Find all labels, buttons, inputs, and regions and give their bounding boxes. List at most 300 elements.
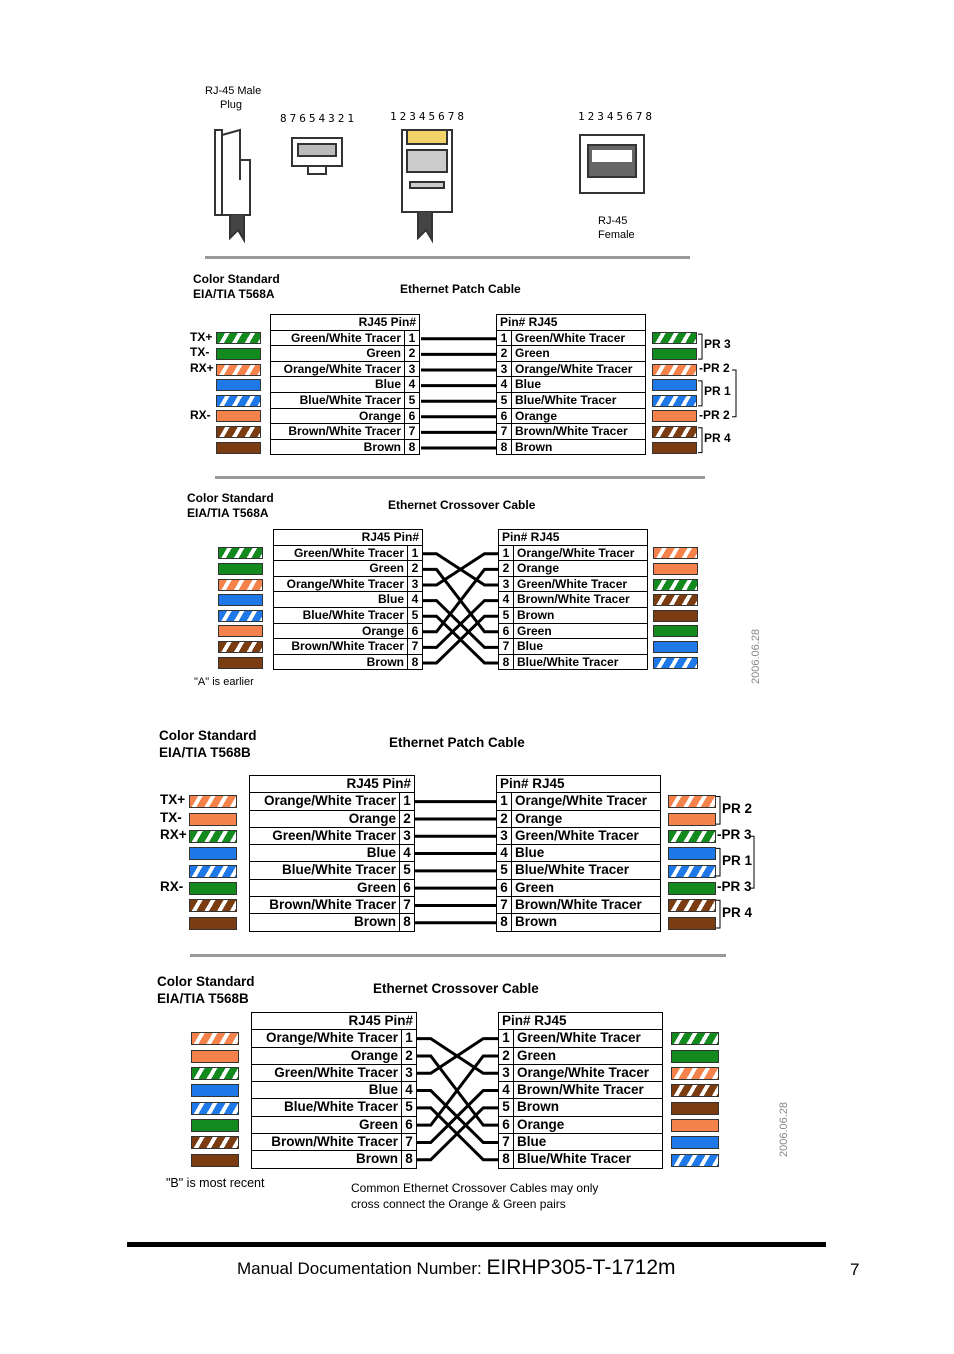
- table-row: [274, 639, 423, 655]
- wire-name: Green/White Tracer: [274, 545, 408, 561]
- signal-label: TX+: [190, 329, 213, 344]
- pin-number: 8: [497, 439, 512, 455]
- wire-name: Green/White Tracer: [250, 827, 400, 844]
- cable-title: Ethernet Crossover Cable: [373, 981, 539, 996]
- footer-rule: [127, 1242, 826, 1247]
- table-row: [497, 392, 646, 408]
- left-wire-swatch-brown: [191, 1154, 239, 1167]
- table-row: [499, 561, 648, 577]
- table-row: [274, 545, 423, 561]
- divider-connectors: [205, 256, 690, 259]
- table-row: [274, 576, 423, 592]
- table-row: [271, 346, 420, 362]
- left-wire-swatch-blue: [218, 594, 263, 606]
- wire-name: Brown: [252, 1151, 402, 1168]
- table-row: [499, 654, 648, 670]
- wire-name: Orange/White Tracer: [514, 545, 648, 561]
- pin-number: 1: [405, 330, 420, 346]
- left-wire-swatch-blue: [189, 847, 237, 860]
- table-row: [250, 793, 415, 810]
- table-row: [271, 361, 420, 377]
- pin-number: 4: [402, 1082, 417, 1099]
- color-standard-line2: EIA/TIA T568A: [193, 287, 275, 301]
- pin-number: 7: [400, 897, 415, 914]
- left-wire-swatch-brown: [218, 657, 263, 669]
- wire-name: Brown/White Tracer: [514, 1082, 663, 1099]
- pin-number: 5: [499, 1099, 514, 1116]
- pin-number: 2: [497, 346, 512, 362]
- pin-number: 3: [400, 827, 415, 844]
- pin-number: 7: [499, 1134, 514, 1151]
- right-wire-swatch-blue-stripe: [671, 1154, 719, 1167]
- left-wire-swatch-brown-stripe: [216, 426, 261, 438]
- wire-name: Brown: [514, 1099, 663, 1116]
- pin-number: 6: [405, 408, 420, 424]
- left-wire-swatch-brown-stripe: [218, 641, 263, 653]
- pin-number: 3: [499, 1064, 514, 1081]
- wire-name: Brown/White Tracer: [512, 424, 646, 440]
- pair-label: -PR 3: [717, 826, 752, 842]
- left-wire-swatch-blue-stripe: [216, 395, 261, 407]
- table-row: [252, 1116, 417, 1133]
- pin-number: 8: [499, 654, 514, 670]
- table-row: [497, 408, 646, 424]
- right-wire-swatch-blue-stripe: [652, 395, 697, 407]
- pair-label: [722, 801, 752, 816]
- right-wire-swatch-blue: [668, 847, 716, 860]
- pin-number: 7: [497, 424, 512, 440]
- color-standard-label: [159, 727, 257, 761]
- bracket-pair: [716, 849, 720, 877]
- table-row: [497, 439, 646, 455]
- wire-name: Brown: [512, 439, 646, 455]
- left-pin-table: [251, 1012, 417, 1169]
- right-wire-swatch-orange: [668, 813, 716, 826]
- left-table-header: RJ45 Pin#: [250, 776, 415, 793]
- pin-number: 2: [497, 810, 512, 827]
- pair-label-text: PR 3: [704, 337, 731, 352]
- table-row: [499, 607, 648, 623]
- pin-number: 1: [497, 793, 512, 810]
- table-row: [274, 607, 423, 623]
- right-wire-swatch-green: [668, 882, 716, 895]
- wire-name: Blue: [514, 1134, 663, 1151]
- wire-name: Brown: [271, 439, 405, 455]
- pin-number: 2: [499, 1047, 514, 1064]
- wire-name: Orange/White Tracer: [252, 1030, 402, 1047]
- right-wire-swatch-brown-stripe: [652, 426, 697, 438]
- table-row: [274, 561, 423, 577]
- pin-number: 6: [408, 623, 423, 639]
- pin-number: 5: [402, 1099, 417, 1116]
- pair-label-text: PR 2: [703, 407, 730, 422]
- pin-number: 2: [408, 561, 423, 577]
- pin-number: 8: [408, 654, 423, 670]
- table-row: [499, 1047, 663, 1064]
- wire-name: Green/White Tracer: [512, 330, 646, 346]
- pin-number: 8: [499, 1151, 514, 1168]
- cable-title: Ethernet Patch Cable: [400, 282, 521, 296]
- pair-label-text: PR 4: [704, 431, 731, 445]
- wire-name: Brown/White Tracer: [250, 897, 400, 914]
- signal-label: TX-: [160, 809, 182, 825]
- table-row: [250, 827, 415, 844]
- table-row: [497, 361, 646, 377]
- pin-number: 1: [497, 330, 512, 346]
- wire-name: Brown: [250, 914, 400, 931]
- male-plug-label: [205, 84, 261, 112]
- table-row: [499, 545, 648, 561]
- left-table-header: RJ45 Pin#: [252, 1013, 417, 1030]
- table-row: [271, 330, 420, 346]
- wire-name: Blue: [250, 845, 400, 862]
- pin-number: 3: [408, 576, 423, 592]
- pin-number: 2: [405, 346, 420, 362]
- left-wire-swatch-orange: [216, 410, 261, 422]
- wire-name: Orange: [514, 561, 648, 577]
- right-wire-swatch-brown: [671, 1102, 719, 1115]
- pin-number: 3: [402, 1064, 417, 1081]
- pair-label: -PR 3: [717, 878, 752, 894]
- wire-name: Orange/White Tracer: [514, 1064, 663, 1081]
- right-wire-swatch-orange-stripe: [668, 795, 716, 808]
- wire-name: Brown/White Tracer: [514, 592, 648, 608]
- left-wire-swatch-green: [189, 882, 237, 895]
- pin-number: 3: [499, 576, 514, 592]
- right-wire-swatch-brown: [652, 442, 697, 454]
- diagram-date: 2006.06.28: [750, 628, 762, 684]
- table-row: [252, 1099, 417, 1116]
- pin-number: 6: [499, 1116, 514, 1133]
- pin-number: 5: [408, 607, 423, 623]
- pair-label: [704, 431, 731, 445]
- wire-name: Blue/White Tracer: [514, 654, 648, 670]
- wire-name: Green: [512, 346, 646, 362]
- signal-label: TX+: [160, 792, 186, 808]
- pair-label-text: PR 1: [704, 384, 731, 399]
- pair-label-text: PR 3: [721, 878, 752, 894]
- table-row: [499, 623, 648, 639]
- wire-name: Orange/White Tracer: [512, 361, 646, 377]
- wire-name: Green/White Tracer: [271, 330, 405, 346]
- left-pin-table: [249, 775, 415, 932]
- right-table-header: Pin# RJ45: [499, 530, 648, 546]
- signal-label: RX+: [190, 360, 214, 375]
- right-wire-swatch-blue: [671, 1136, 719, 1149]
- left-wire-swatch-blue-stripe: [191, 1102, 239, 1115]
- pin-number: 4: [405, 377, 420, 393]
- wire-name: Blue: [274, 592, 408, 608]
- table-row: [497, 879, 661, 896]
- pin-number: 3: [497, 361, 512, 377]
- wire-name: Blue/White Tracer: [512, 392, 646, 408]
- pin-number: 7: [497, 897, 512, 914]
- pin-number: 6: [400, 879, 415, 896]
- pin-numbers-female: 12345678: [578, 110, 655, 123]
- color-standard-line1: Color Standard: [157, 974, 255, 989]
- female-jack-label-line1: RJ-45: [598, 215, 628, 227]
- wire-name: Orange: [252, 1047, 402, 1064]
- table-row: [499, 1151, 663, 1168]
- right-table-header: Pin# RJ45: [497, 776, 661, 793]
- left-wire-swatch-blue: [191, 1084, 239, 1097]
- wire-name: Green/White Tracer: [514, 1030, 663, 1047]
- wire-name: Brown: [514, 607, 648, 623]
- table-row: [271, 439, 420, 455]
- table-row: [497, 346, 646, 362]
- male-plug-label-line1: RJ-45 Male: [205, 85, 262, 97]
- right-wire-swatch-blue: [653, 641, 698, 653]
- wire-name: Orange: [514, 1116, 663, 1133]
- pin-number: 5: [499, 607, 514, 623]
- pin-number: 1: [400, 793, 415, 810]
- left-wire-swatch-green-stripe: [191, 1067, 239, 1080]
- left-wire-swatch-blue-stripe: [189, 865, 237, 878]
- pair-label-text: PR 2: [722, 800, 753, 816]
- right-wire-swatch-green-stripe: [668, 830, 716, 843]
- pin-number: 6: [497, 408, 512, 424]
- wire-connections: [423, 546, 498, 671]
- pin-number: 8: [400, 914, 415, 931]
- table-row: [250, 914, 415, 931]
- right-wire-swatch-green: [653, 625, 698, 637]
- divider-t568a: [215, 476, 705, 479]
- left-wire-swatch-orange: [191, 1050, 239, 1063]
- color-standard-line1: Color Standard: [187, 491, 274, 505]
- wire-name: Green: [514, 1047, 663, 1064]
- pin-number: 6: [402, 1116, 417, 1133]
- right-wire-swatch-green-stripe: [671, 1032, 719, 1045]
- right-wire-swatch-orange: [652, 410, 697, 422]
- pair-label-text: PR 1: [722, 852, 753, 868]
- left-wire-swatch-orange: [189, 813, 237, 826]
- left-wire-swatch-orange: [218, 625, 263, 637]
- left-pin-table: [273, 529, 423, 670]
- signal-label: TX-: [190, 345, 210, 360]
- pair-label: -PR 2: [699, 407, 730, 422]
- footnote-line1: Common Ethernet Crossover Cables may only: [351, 1181, 599, 1195]
- left-wire-swatch-orange-stripe: [189, 795, 237, 808]
- pin-numbers-reversed: 87654321: [280, 112, 357, 125]
- pin-number: 1: [402, 1030, 417, 1047]
- table-row: [252, 1030, 417, 1047]
- wire-name: Blue/White Tracer: [250, 862, 400, 879]
- right-wire-swatch-green-stripe: [653, 579, 698, 591]
- pin-number: 4: [499, 592, 514, 608]
- pin-number: 7: [402, 1134, 417, 1151]
- left-wire-swatch-brown-stripe: [191, 1136, 239, 1149]
- right-wire-swatch-brown: [653, 610, 698, 622]
- wire-name: Green: [271, 346, 405, 362]
- table-row: [252, 1047, 417, 1064]
- right-wire-swatch-blue-stripe: [653, 657, 698, 669]
- signal-label: RX-: [190, 407, 211, 422]
- wire-name: Blue: [514, 639, 648, 655]
- right-table-header: Pin# RJ45: [497, 315, 646, 331]
- pin-number: 3: [405, 361, 420, 377]
- bracket-pair: [716, 797, 720, 825]
- right-pin-table: [498, 1012, 663, 1169]
- right-pin-table: [498, 529, 648, 670]
- footer-doc-number: [237, 1256, 676, 1280]
- right-wire-swatch-blue: [652, 379, 697, 391]
- bracket-pair: [698, 334, 702, 359]
- cable-title: Ethernet Crossover Cable: [388, 498, 536, 512]
- wire-name: Orange/White Tracer: [250, 793, 400, 810]
- pair-label-text: PR 4: [722, 904, 753, 920]
- table-row: [271, 408, 420, 424]
- right-wire-swatch-orange-stripe: [653, 547, 698, 559]
- right-wire-swatch-green: [652, 348, 697, 360]
- left-wire-swatch-orange-stripe: [216, 364, 261, 376]
- wire-name: Blue: [512, 845, 661, 862]
- bracket-pair: [716, 901, 720, 929]
- right-wire-swatch-green: [671, 1050, 719, 1063]
- standard-note: "B" is most recent: [166, 1176, 265, 1190]
- right-wire-swatch-brown-stripe: [653, 594, 698, 606]
- signal-label: RX-: [160, 878, 184, 894]
- male-plug-label-line2: Plug: [220, 99, 243, 111]
- pair-label: [704, 337, 731, 351]
- table-row: [252, 1064, 417, 1081]
- color-standard-label: [187, 491, 274, 521]
- table-row: [497, 793, 661, 810]
- wire-name: Blue/White Tracer: [274, 607, 408, 623]
- left-wire-swatch-green-stripe: [216, 332, 261, 344]
- wire-name: Brown/White Tracer: [512, 897, 661, 914]
- table-row: [252, 1151, 417, 1168]
- wire-name: Green/White Tracer: [514, 576, 648, 592]
- signal-label: RX+: [160, 826, 187, 842]
- right-wire-swatch-orange: [653, 563, 698, 575]
- color-standard-label: [157, 973, 255, 1007]
- divider-t568b: [190, 954, 726, 957]
- pin-number: 8: [405, 439, 420, 455]
- pin-number: 2: [402, 1047, 417, 1064]
- standard-note: "A" is earlier: [194, 676, 254, 688]
- female-jack-label: [598, 214, 635, 242]
- pin-number: 1: [408, 545, 423, 561]
- wire-name: Brown: [274, 654, 408, 670]
- left-pin-table: [270, 314, 420, 455]
- table-row: [497, 330, 646, 346]
- pair-label-text: PR 3: [721, 826, 752, 842]
- color-standard-line1: Color Standard: [193, 272, 280, 286]
- left-wire-swatch-green-stripe: [189, 830, 237, 843]
- wire-name: Blue/White Tracer: [271, 392, 405, 408]
- right-wire-swatch-orange: [671, 1119, 719, 1132]
- pin-number: 6: [497, 879, 512, 896]
- wire-name: Brown/White Tracer: [274, 639, 408, 655]
- male-plug-front-icon: [292, 138, 342, 174]
- table-row: [499, 1030, 663, 1047]
- table-row: [497, 862, 661, 879]
- pin-number: 5: [497, 392, 512, 408]
- left-wire-swatch-green: [191, 1119, 239, 1132]
- wire-name: Orange: [250, 810, 400, 827]
- table-row: [497, 827, 661, 844]
- pin-number: 4: [497, 845, 512, 862]
- wire-name: Blue: [512, 377, 646, 393]
- bracket-split-pair: [732, 370, 736, 417]
- table-row: [274, 592, 423, 608]
- table-row: [497, 810, 661, 827]
- right-wire-swatch-orange-stripe: [652, 364, 697, 376]
- wire-name: Brown/White Tracer: [252, 1134, 402, 1151]
- wire-name: Green: [250, 879, 400, 896]
- table-row: [499, 639, 648, 655]
- wire-connections: [421, 331, 496, 456]
- wire-name: Orange: [512, 408, 646, 424]
- color-standard-line2: EIA/TIA T568B: [157, 991, 249, 1006]
- left-wire-swatch-brown: [216, 442, 261, 454]
- color-standard-line2: EIA/TIA T568B: [159, 745, 251, 760]
- color-standard-line1: Color Standard: [159, 728, 257, 743]
- wire-name: Orange: [271, 408, 405, 424]
- crossover-footnote: [351, 1180, 598, 1212]
- footer-doc-id: EIRHP305-T-1712m: [486, 1256, 676, 1279]
- left-table-header: RJ45 Pin#: [271, 315, 420, 331]
- table-row: [252, 1082, 417, 1099]
- wire-name: Blue: [252, 1082, 402, 1099]
- pin-number: 7: [405, 424, 420, 440]
- wire-name: Orange: [512, 810, 661, 827]
- left-wire-swatch-green: [216, 348, 261, 360]
- table-row: [250, 845, 415, 862]
- pin-numbers-forward: 12345678: [390, 110, 467, 123]
- color-standard-line2: EIA/TIA T568A: [187, 506, 269, 520]
- left-wire-swatch-green-stripe: [218, 547, 263, 559]
- table-row: [271, 424, 420, 440]
- wire-name: Blue: [271, 377, 405, 393]
- pin-number: 7: [499, 639, 514, 655]
- table-row: [271, 392, 420, 408]
- wire-connections: [416, 1030, 498, 1168]
- table-row: [274, 623, 423, 639]
- pair-label: [722, 905, 752, 920]
- wire-name: Green: [274, 561, 408, 577]
- table-row: [250, 810, 415, 827]
- pin-number: 6: [499, 623, 514, 639]
- table-row: [499, 1099, 663, 1116]
- left-wire-swatch-brown-stripe: [189, 899, 237, 912]
- left-wire-swatch-orange-stripe: [218, 579, 263, 591]
- footnote-line2: cross connect the Orange & Green pairs: [351, 1197, 566, 1211]
- table-row: [499, 1116, 663, 1133]
- wire-name: Green: [514, 623, 648, 639]
- pin-number: 5: [497, 862, 512, 879]
- table-row: [499, 1064, 663, 1081]
- table-row: [499, 576, 648, 592]
- female-jack-label-line2: Female: [598, 229, 635, 241]
- pin-number: 5: [400, 862, 415, 879]
- wire-name: Orange/White Tracer: [274, 576, 408, 592]
- pin-number: 8: [497, 914, 512, 931]
- table-row: [497, 377, 646, 393]
- pin-number: 5: [405, 392, 420, 408]
- wire-name: Orange: [274, 623, 408, 639]
- pair-label: [704, 384, 731, 398]
- male-plug-top-icon: [402, 130, 452, 240]
- left-table-header: RJ45 Pin#: [274, 530, 423, 546]
- pin-number: 2: [400, 810, 415, 827]
- table-row: [252, 1134, 417, 1151]
- wire-connections: [414, 793, 496, 931]
- table-row: [497, 424, 646, 440]
- male-plug-side-icon: [215, 130, 250, 240]
- left-wire-swatch-blue-stripe: [218, 610, 263, 622]
- left-wire-swatch-green: [218, 563, 263, 575]
